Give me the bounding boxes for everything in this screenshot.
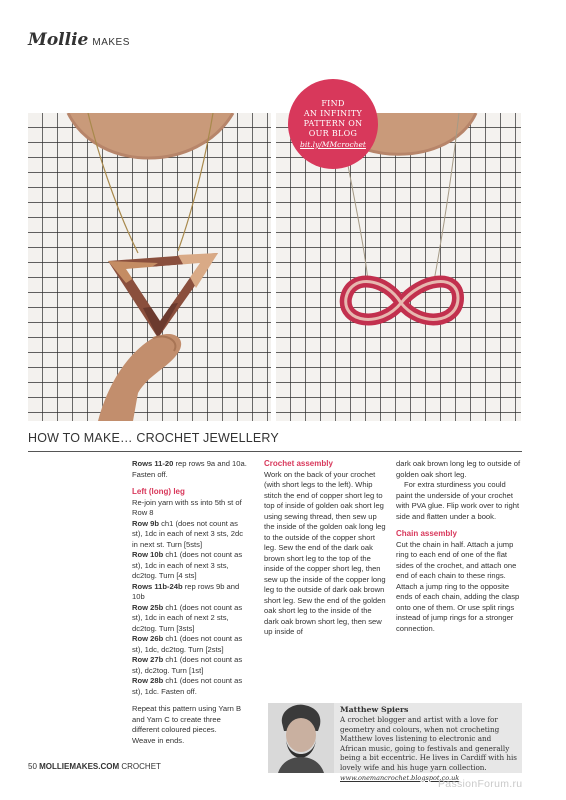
instructions-column-1: [132, 459, 250, 746]
instruction-row: [132, 550, 250, 582]
footer-site[interactable]: MOLLIEMAKES.COM: [39, 762, 120, 771]
brand-script: Mollie: [28, 30, 89, 50]
footer-section: CROCHET: [121, 762, 161, 771]
row-text: ch1 (does not count as st), 1dc in each of next 3 sts, dc2tog. Turn [4 sts]: [132, 550, 243, 580]
badge-line: OUR BLOG: [308, 128, 358, 138]
row-text: ch1 (does not count as st), 1dc, dc2tog. Turn [2sts]: [132, 634, 243, 654]
designer-bio: [340, 705, 518, 782]
rejoin-text: Re-join yarn with ss into 5th st of Row 8: [132, 497, 242, 517]
row-text: rep rows 9b and 10b: [132, 581, 240, 601]
instruction-row: [132, 459, 250, 480]
repeat-text: Repeat this pattern using Yarn B and Yarn C to create three different coloured pieces.: [132, 704, 242, 734]
instruction-row: [132, 582, 250, 603]
instruction-row: [132, 603, 250, 635]
row-label: Row 28b: [132, 676, 164, 685]
badge-line: PATTERN ON: [303, 118, 363, 128]
designer-description: A crochet blogger and artist with a love for geometry and colours, when not crocheting Matthew loves listening to electronic and African music, going to festivals and generally being a bit eccentric. He lives in Cardiff with his lovely wife and his huge yarn collection.: [340, 715, 517, 772]
designer-photo: [268, 703, 334, 773]
instruction-row: [132, 655, 250, 676]
left-leg-heading: Left (long) leg: [132, 487, 185, 496]
photo-triangle-necklace: [28, 113, 271, 421]
row-text: ch1 (does not count as st), 1dc. Fasten off.: [132, 676, 243, 696]
sturdiness-text: For extra sturdiness you could paint the underside of your crochet with PVA glue. Flip work over to right side and flatten under a book.: [396, 480, 520, 521]
designer-website-link[interactable]: www.onemancrochet.blogspot.co.uk: [340, 773, 460, 782]
weave-text: Weave in ends.: [132, 735, 185, 745]
row-label: Row 27b: [132, 655, 164, 664]
brand-suffix: MAKES: [92, 37, 130, 48]
badge-line: FIND: [321, 98, 345, 108]
row-label: Rows 11-20: [132, 459, 174, 468]
watermark: PassionForum.ru: [438, 778, 523, 790]
instruction-row: [132, 519, 250, 551]
row-text: rep rows 9a and 10a. Fasten off.: [132, 459, 247, 479]
row-text: ch1 (does not count as st), 1dc in each of next 2 sts, dc2tog. Turn [3sts]: [132, 602, 243, 633]
designer-name: Matthew Spiers: [340, 705, 409, 714]
chain-assembly-heading: Chain assembly: [396, 529, 457, 538]
instruction-row: [132, 634, 250, 655]
instructions-column-3: [396, 459, 522, 634]
row-text: ch1 (does not count as st), 1dc in each of next 3 sts, 2dc in next st. Turn [5sts]: [132, 518, 244, 549]
badge-line: AN INFINITY: [303, 108, 363, 118]
section-divider: [28, 451, 522, 452]
row-label: Row 10b: [132, 550, 164, 559]
chain-assembly-text: Cut the chain in half. Attach a jump ring to each end of one of the flat sides of the crochet, and attach one end of each chain to these rings. Attach a jump ring to the opposite ends of each chain, adding the clasp onto one of them. Or use split rings instead of jump rings for a stronger connection.: [396, 539, 520, 633]
crochet-assembly-heading: Crochet assembly: [264, 459, 333, 468]
instructions-column-2: [264, 459, 386, 638]
page-footer: [28, 762, 161, 771]
assembly-continued-text: dark oak brown long leg to outside of golden oak short leg.: [396, 459, 521, 479]
row-text: ch1 (does not count as st), dc2tog. Turn [1st]: [132, 655, 243, 675]
row-label: Row 9b: [132, 518, 160, 528]
blog-badge: [288, 79, 378, 169]
badge-link[interactable]: bit.ly/MMcrochet: [300, 139, 366, 149]
row-label: Rows 11b-24b: [132, 581, 183, 591]
crochet-assembly-text: Work on the back of your crochet (with short legs to the left). Whip stitch the end of copper short leg to top of inside of golden oak short leg using sewing thread, then sew up the inside of the golden oak long leg to the outside of the copper short leg. Sew the end of the dark oak brown short leg to the top of the inside of the copper short leg, then sew up the inside of the copper long leg to the outside of dark oak brown short leg. Sew the end of the golden oak short leg to the inside of the dark oak brown short leg, then sew up inside of: [264, 469, 386, 636]
row-label: Row 25b: [132, 602, 164, 612]
section-title: HOW TO MAKE… CROCHET JEWELLERY: [28, 431, 279, 445]
instruction-row: [132, 676, 250, 697]
row-label: Row 26b: [132, 634, 164, 643]
page-number: 50: [28, 762, 37, 771]
brand-logo: [28, 30, 130, 50]
